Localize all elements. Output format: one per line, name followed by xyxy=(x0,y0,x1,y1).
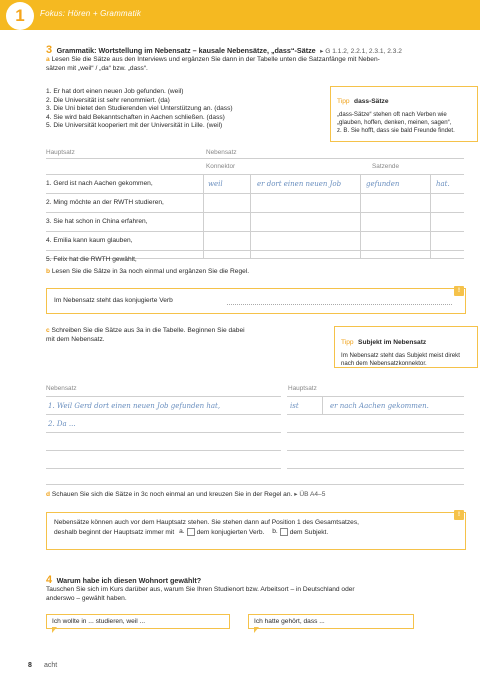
divider xyxy=(46,432,464,433)
page-number: 8 xyxy=(28,662,32,669)
table-row: 3. Sie hat schon in China erfahren, xyxy=(46,218,148,225)
rule-options xyxy=(54,528,458,537)
section-4-instruction xyxy=(46,586,466,603)
instruction-line: Schreiben Sie die Sätze aus 3a in die Tabelle. Beginnen Sie dabei xyxy=(51,327,245,334)
tip-line: „glauben, hoffen, denken, meinen, sagen“, xyxy=(337,119,452,127)
option-b-label: dem Subjekt. xyxy=(289,528,329,536)
tip-title: dass-Sätze xyxy=(354,98,389,105)
task-letter: b xyxy=(46,268,51,275)
speech-bubble-text: Ich wollte in ... studieren, weil ... xyxy=(52,618,146,625)
tip-label: Tipp xyxy=(337,98,350,105)
col-satzende: Satzende xyxy=(372,163,400,170)
task-letter: c xyxy=(46,327,50,334)
speech-bubble-tail xyxy=(254,627,259,633)
option-b-letter: b. xyxy=(272,528,278,536)
divider xyxy=(46,414,464,415)
divider xyxy=(46,250,464,251)
task-b-instruction xyxy=(46,268,249,277)
col-hauptsatz: Hauptsatz xyxy=(288,385,317,392)
list-item: 1. Er hat dort einen neuen Job gefunden. (weil) xyxy=(46,88,184,95)
col-nebensatz: Nebensatz xyxy=(46,385,77,392)
page-number-word: acht xyxy=(44,662,58,669)
speech-bubble-1 xyxy=(46,614,230,629)
rule-badge: ! xyxy=(454,286,464,296)
list-item: 3. Die Uni bietet den Studierenden viel Unterstützung an. (dass) xyxy=(46,105,233,113)
divider xyxy=(46,158,464,159)
divider xyxy=(46,396,464,397)
col-nebensatz: Nebensatz xyxy=(206,149,237,156)
example-konnektor: weil xyxy=(208,180,223,188)
divider xyxy=(360,174,361,258)
divider xyxy=(203,174,204,258)
option-a-letter: a. xyxy=(179,528,185,536)
tip-line: nach dem Nebensatzkonnektor. xyxy=(341,360,427,368)
instruction-line: Lesen Sie die Sätze in 3a noch einmal und ergänzen Sie die Regel. xyxy=(51,268,250,275)
tip-box-subjekt xyxy=(334,326,478,368)
task-a-instruction xyxy=(46,56,466,73)
section-title: Grammatik: Wortstellung im Nebensatz – kausale Nebensätze, „dass“-Sätze xyxy=(56,46,316,55)
answer-row-1-hauptsatz: er nach Aachen gekommen. xyxy=(330,402,429,410)
instruction-line: sätzen mit „weil“ / „da“ bzw. „dass“. xyxy=(46,64,148,72)
instruction-line: anderswo – gewählt haben. xyxy=(46,594,127,602)
speech-bubble-text: Ich hatte gehört, dass ... xyxy=(254,618,325,625)
table-row: 4. Emilia kann kaum glauben, xyxy=(46,237,133,244)
answer-row-1-verb: ist xyxy=(290,402,299,410)
sentence-list xyxy=(46,88,326,131)
example-middle: er dort einen neuen Job xyxy=(257,180,342,188)
tip-label: Tipp xyxy=(341,339,354,346)
rule-box-d xyxy=(46,512,466,550)
rule-box-b xyxy=(46,288,466,314)
instruction-line: mit dem Nebensatz. xyxy=(46,335,105,343)
chapter-number: 1 xyxy=(6,2,34,30)
tip-line: Im Nebensatz steht das Subjekt meist direkt xyxy=(341,352,460,359)
task-d-instruction xyxy=(46,491,325,500)
tip-line: z. B. Sie hofft, dass sie bald Freunde findet. xyxy=(337,127,455,135)
option-b-checkbox[interactable] xyxy=(280,528,288,536)
task-letter: d xyxy=(46,491,51,498)
rule-text: deshalb beginnt der Hauptsatz immer mit xyxy=(54,528,175,536)
divider xyxy=(46,484,464,485)
divider xyxy=(46,468,464,469)
option-a-label: dem konjugierten Verb. xyxy=(196,528,265,536)
list-item: 2. Die Universität ist sehr renommiert. (da) xyxy=(46,96,170,104)
chapter-title: Fokus: Hören + Grammatik xyxy=(40,9,142,18)
divider xyxy=(250,174,251,258)
instruction-line: Schauen Sie sich die Sätze in 3c noch einmal an und kreuzen Sie in der Regel an. xyxy=(51,491,293,498)
section-number: 4 xyxy=(46,574,53,586)
answer-row-1-nebensatz: 1. Weil Gerd dort einen neuen Job gefunden hat, xyxy=(48,402,221,410)
option-a-checkbox[interactable] xyxy=(187,528,195,536)
column-gap xyxy=(281,396,287,484)
section-title: Warum habe ich diesen Wohnort gewählt? xyxy=(56,576,202,585)
col-konnektor: Konnektor xyxy=(206,163,236,170)
speech-bubble-2 xyxy=(248,614,414,629)
divider xyxy=(46,450,464,451)
rule-text: Im Nebensatz steht das konjugierte Verb xyxy=(54,297,173,304)
tip-title: Subjekt im Nebensatz xyxy=(358,339,427,346)
task-letter: a xyxy=(46,56,50,63)
col-hauptsatz: Hauptsatz xyxy=(46,149,75,156)
exercise-reference: ▸ ÜB A4–5 xyxy=(294,491,326,498)
answer-line[interactable] xyxy=(227,304,452,305)
divider xyxy=(430,174,431,258)
grammar-reference: ▸ G 1.1.2, 2.2.1, 2.3.1, 2.3.2 xyxy=(320,48,402,55)
example-end-verb: gefunden xyxy=(366,180,400,188)
divider xyxy=(46,231,464,232)
example-end-aux: hat. xyxy=(436,180,450,188)
list-item: 5. Die Universität kooperiert mit der Universität in Lille. (weil) xyxy=(46,122,223,130)
table-row: 1. Gerd ist nach Aachen gekommen, xyxy=(46,180,153,187)
section-number: 3 xyxy=(46,44,53,56)
rule-badge: ! xyxy=(454,510,464,520)
instruction-line: Tauschen Sie sich im Kurs darüber aus, warum Sie Ihren Studienort bzw. Arbeitsort – in Deutschland oder xyxy=(46,586,355,593)
tip-line: „dass-Sätze“ stehen oft nach Verben wie xyxy=(337,111,447,118)
table-row: 2. Ming möchte an der RWTH studieren, xyxy=(46,199,164,206)
divider xyxy=(322,396,323,414)
speech-bubble-tail xyxy=(52,627,57,633)
divider xyxy=(46,212,464,213)
tip-box-dass xyxy=(330,86,478,142)
divider xyxy=(46,193,464,194)
instruction-line: Lesen Sie die Sätze aus den Interviews und ergänzen Sie dann in der Tabelle unten die Satzanfänge mit Neben- xyxy=(51,56,380,63)
task-c-instruction xyxy=(46,327,306,344)
table-row: 5. Felix hat die RWTH gewählt, xyxy=(46,256,137,263)
list-item: 4. Sie wird bald Bekanntschaften in Aachen schließen. (dass) xyxy=(46,113,225,121)
divider xyxy=(46,174,464,175)
rule-text: Nebensätze können auch vor dem Hauptsatz stehen. Sie stehen dann auf Position 1 des Gesamtsatzes, xyxy=(54,519,359,526)
answer-row-2-nebensatz: 2. Da ... xyxy=(48,420,76,428)
